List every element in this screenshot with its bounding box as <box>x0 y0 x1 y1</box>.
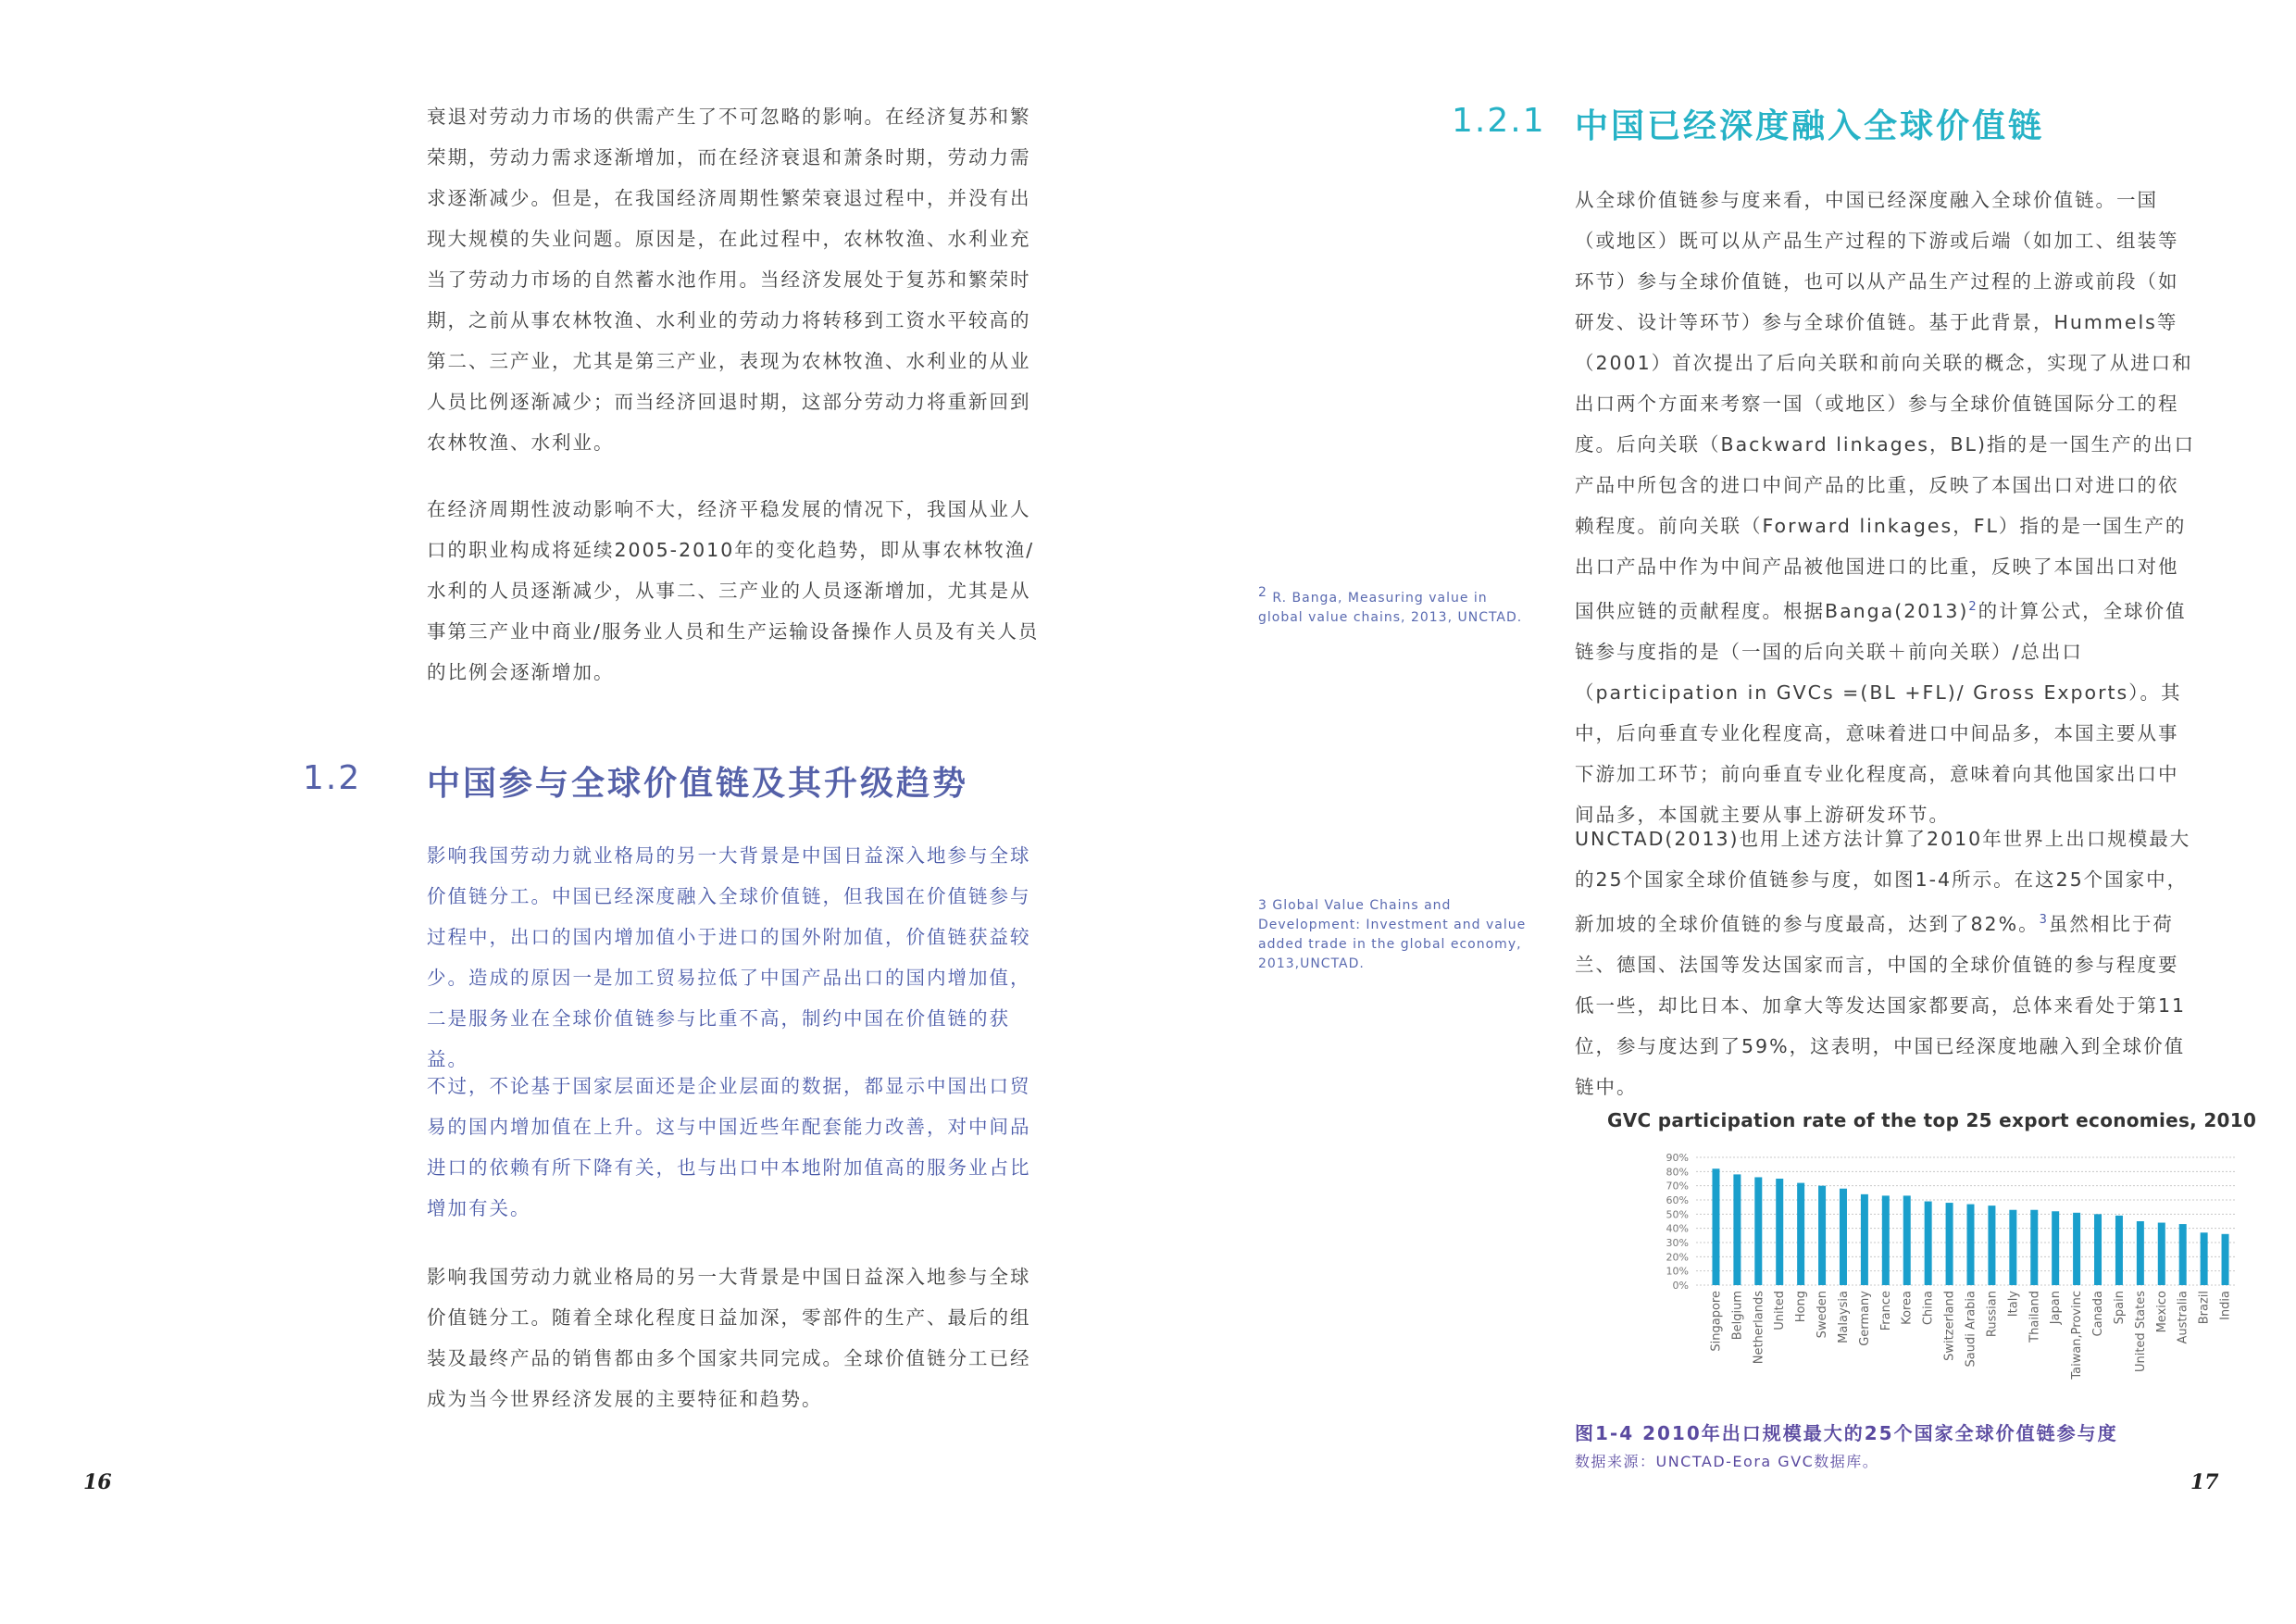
x-tick-label: Thailand <box>2028 1291 2042 1343</box>
x-tick-label: France <box>1878 1291 1893 1331</box>
x-tick-label: Netherlands <box>1752 1291 1766 1365</box>
y-tick-label: 20% <box>1666 1251 1689 1264</box>
y-tick-label: 30% <box>1666 1237 1689 1249</box>
x-tick-label: Hong <box>1794 1291 1809 1323</box>
x-tick-label: Canada <box>2091 1291 2106 1337</box>
right-paragraph-1-text-a: 从全球价值链参与度来看，中国已经深度融入全球价值链。一国（或地区）既可以从产品生产过程的下游或后端（如加工、组装等环节）参与全球价值链，也可以从产品生产过程的上游或前段（如研发、设计等环节）参与全球价值链。基于此背景，Hummels等（2001）首次提出了后向关联和前向关联的概念，实现了从进口和出口两个方面来考察一国（或地区）参与全球价值链国际分工的程度。后向关联（Backward linkages，BL)指的是一国生产的出口产品中所包含的进口中间产品的比重，反映了本国出口对进口的依赖程度。前向关联（Forward linkages，FL）指的是一国生产的出口产品中作为中间产品被他国进口的比重，反映了本国出口对他国供应链的贡献程度。根据Banga(2013) <box>1575 189 2195 622</box>
footnote-2-text: R. Banga, Measuring value in global value chains, 2013, UNCTAD. <box>1258 591 1523 625</box>
x-tick-label: Russian <box>1985 1291 2000 1338</box>
x-tick-label: Germany <box>1857 1291 1872 1346</box>
y-tick-label: 50% <box>1666 1208 1689 1221</box>
x-tick-label: Malaysia <box>1836 1291 1851 1343</box>
x-tick-label: Sweden <box>1816 1291 1830 1339</box>
chart-title: GVC participation rate of the top 25 export economies, 2010 <box>1607 1109 2257 1131</box>
left-paragraph-5: 影响我国劳动力就业格局的另一大背景是中国日益深入地参与全球价值链分工。随着全球化程度日益加深，零部件的生产、最后的组装及最终产品的销售都由多个国家共同完成。全球价值链分工已经成为当今世界经济发展的主要特征和趋势。 <box>427 1266 1031 1410</box>
gvc-bar-chart <box>1555 1139 2240 1380</box>
bar-taiwan-provinc <box>2073 1213 2080 1285</box>
section-title-1-2: 中国参与全球价值链及其升级趋势 <box>427 765 969 803</box>
x-tick-label: China <box>1921 1291 1936 1326</box>
right-paragraph-1-text-b: 的计算公式，全球价值链参与度指的是（一国的后向关联＋前向关联）/总出口（participation in GVCs =(BL +FL)/ Gross Exports）。其中，后向垂直专业化程度高，意味着进口中间品多，本国主要从事下游加工环节；前向垂直专业化程度高，意味着向其他国家出口中间品多，本国就主要从事上游研发环节。 <box>1575 599 2187 826</box>
x-tick-label: Japan <box>2049 1291 2064 1325</box>
page-number-right: 17 <box>2190 1470 2219 1494</box>
bar-united-states <box>2137 1221 2144 1285</box>
bar-russian <box>1988 1206 1995 1285</box>
x-tick-label: Singapore <box>1709 1291 1724 1352</box>
bar-italy <box>2009 1210 2016 1285</box>
bar-canada <box>2094 1214 2102 1285</box>
x-tick-label: Switzerland <box>1942 1291 1957 1361</box>
x-tick-label: Taiwan,Provinc <box>2070 1291 2085 1380</box>
x-tick-label: Saudi Arabia <box>1964 1291 1978 1368</box>
x-tick-label: Italy <box>2006 1291 2021 1318</box>
right-paragraph-2-text-b: 虽然相比于荷兰、德国、法国等发达国家而言，中国的全球价值链的参与程度要低一些，却比日本、加拿大等发达国家都要高，总体来看处于第11位，参与度达到了59%，这表明，中国已经深度地融入到全球价值链中。 <box>1575 912 2187 1098</box>
bar-japan <box>2052 1211 2059 1285</box>
right-paragraph-1 <box>1575 180 2195 835</box>
left-paragraph-3: 影响我国劳动力就业格局的另一大背景是中国日益深入地参与全球价值链分工。中国已经深度融入全球价值链，但我国在价值链参与过程中，出口的国内增加值小于进口的国外附加值，价值链获益较少。造成的原因一是加工贸易拉低了中国产品出口的国内增加值，二是服务业在全球价值链参与比重不高，制约中国在价值链的获益。 <box>427 844 1031 1070</box>
bar-malaysia <box>1840 1189 1847 1285</box>
footnote-3: 3 Global Value Chains and Development: Investment and value added trade in the global economy, 2013,UNCTAD. <box>1258 898 1527 971</box>
footnote-2 <box>1258 585 1536 628</box>
bar-france <box>1882 1195 1890 1285</box>
x-tick-label: Mexico <box>2154 1291 2169 1333</box>
y-tick-label: 10% <box>1666 1265 1689 1278</box>
y-tick-label: 40% <box>1666 1222 1689 1235</box>
x-tick-label: Brazil <box>2197 1291 2212 1325</box>
bar-korea <box>1903 1195 1911 1285</box>
bar-germany <box>1861 1194 1868 1285</box>
footnote-ref-3: 3 <box>2039 913 2049 927</box>
right-paragraph-2-text-a: UNCTAD(2013)也用上述方法计算了2010年世界上出口规模最大的25个国家全球价值链参与度，如图1-4所示。在这25个国家中，新加坡的全球价值链的参与度最高，达到了82%。 <box>1575 828 2191 935</box>
bar-belgium <box>1733 1174 1741 1285</box>
right-paragraph-2 <box>1575 818 2195 1107</box>
bar-hong <box>1797 1183 1804 1285</box>
y-tick-label: 80% <box>1666 1166 1689 1179</box>
left-paragraph-4: 不过，不论基于国家层面还是企业层面的数据，都显示中国出口贸易的国内增加值在上升。这与中国近些年配套能力改善，对中间品进口的依赖有所下降有关，也与出口中本地附加值高的服务业占比增加有关。 <box>427 1075 1031 1219</box>
left-paragraph-1: 衰退对劳动力市场的供需产生了不可忽略的影响。在经济复苏和繁荣期，劳动力需求逐渐增加，而在经济衰退和萧条时期，劳动力需求逐渐减少。但是，在我国经济周期性繁荣衰退过程中，并没有出现大规模的失业问题。原因是，在此过程中，农林牧渔、水利业充当了劳动力市场的自然蓄水池作用。当经济发展处于复苏和繁荣时期，之前从事农林牧渔、水利业的劳动力将转移到工资水平较高的第二、三产业，尤其是第三产业，表现为农林牧渔、水利业的从业人员比例逐渐减少；而当经济回退时期，这部分劳动力将重新回到农林牧渔、水利业。 <box>427 106 1031 454</box>
left-paragraph-2: 在经济周期性波动影响不大，经济平稳发展的情况下，我国从业人口的职业构成将延续2005-2010年的变化趋势，即从事农林牧渔/水利的人员逐渐减少，从事二、三产业的人员逐渐增加，尤其是从事第三产业中商业/服务业人员和生产运输设备操作人员及有关人员的比例会逐渐增加。 <box>427 498 1040 683</box>
bar-united <box>1776 1179 1783 1285</box>
y-tick-label: 70% <box>1666 1180 1689 1193</box>
bar-netherlands <box>1754 1177 1762 1285</box>
bar-china <box>1925 1202 1932 1285</box>
bar-singapore <box>1712 1168 1719 1285</box>
section-number-1-2-1: 1.2.1 <box>1452 102 1546 140</box>
y-tick-label: 0% <box>1672 1280 1689 1292</box>
x-tick-label: Belgium <box>1730 1291 1745 1341</box>
figure-caption: 图1-4 2010年出口规模最大的25个国家全球价值链参与度 <box>1575 1422 2118 1444</box>
bar-thailand <box>2030 1210 2038 1285</box>
bar-australia <box>2179 1224 2187 1285</box>
footnote-ref-2: 2 <box>1968 600 1978 614</box>
right-page <box>1148 0 2296 1624</box>
x-tick-label: United States <box>2133 1291 2148 1373</box>
section-title-1-2-1: 中国已经深度融入全球价值链 <box>1575 107 2045 145</box>
bar-spain <box>2115 1216 2123 1285</box>
x-tick-label: Korea <box>1900 1291 1915 1325</box>
bar-sweden <box>1818 1186 1826 1285</box>
bar-switzerland <box>1946 1203 1953 1285</box>
x-tick-label: United <box>1773 1291 1788 1330</box>
section-number-1-2: 1.2 <box>303 759 362 797</box>
page-number-left: 16 <box>83 1470 112 1494</box>
x-tick-label: Spain <box>2112 1291 2127 1325</box>
footnote-2-number: 2 <box>1258 585 1267 600</box>
x-tick-label: India <box>2218 1291 2233 1320</box>
bar-mexico <box>2158 1223 2165 1285</box>
bar-brazil <box>2201 1232 2208 1285</box>
figure-source: 数据来源：UNCTAD-Eora GVC数据库。 <box>1575 1453 1879 1470</box>
bar-india <box>2222 1234 2229 1285</box>
y-tick-label: 90% <box>1666 1152 1689 1164</box>
bar-saudi-arabia <box>1967 1205 1975 1285</box>
y-tick-label: 60% <box>1666 1194 1689 1206</box>
x-tick-label: Australia <box>2176 1291 2190 1344</box>
